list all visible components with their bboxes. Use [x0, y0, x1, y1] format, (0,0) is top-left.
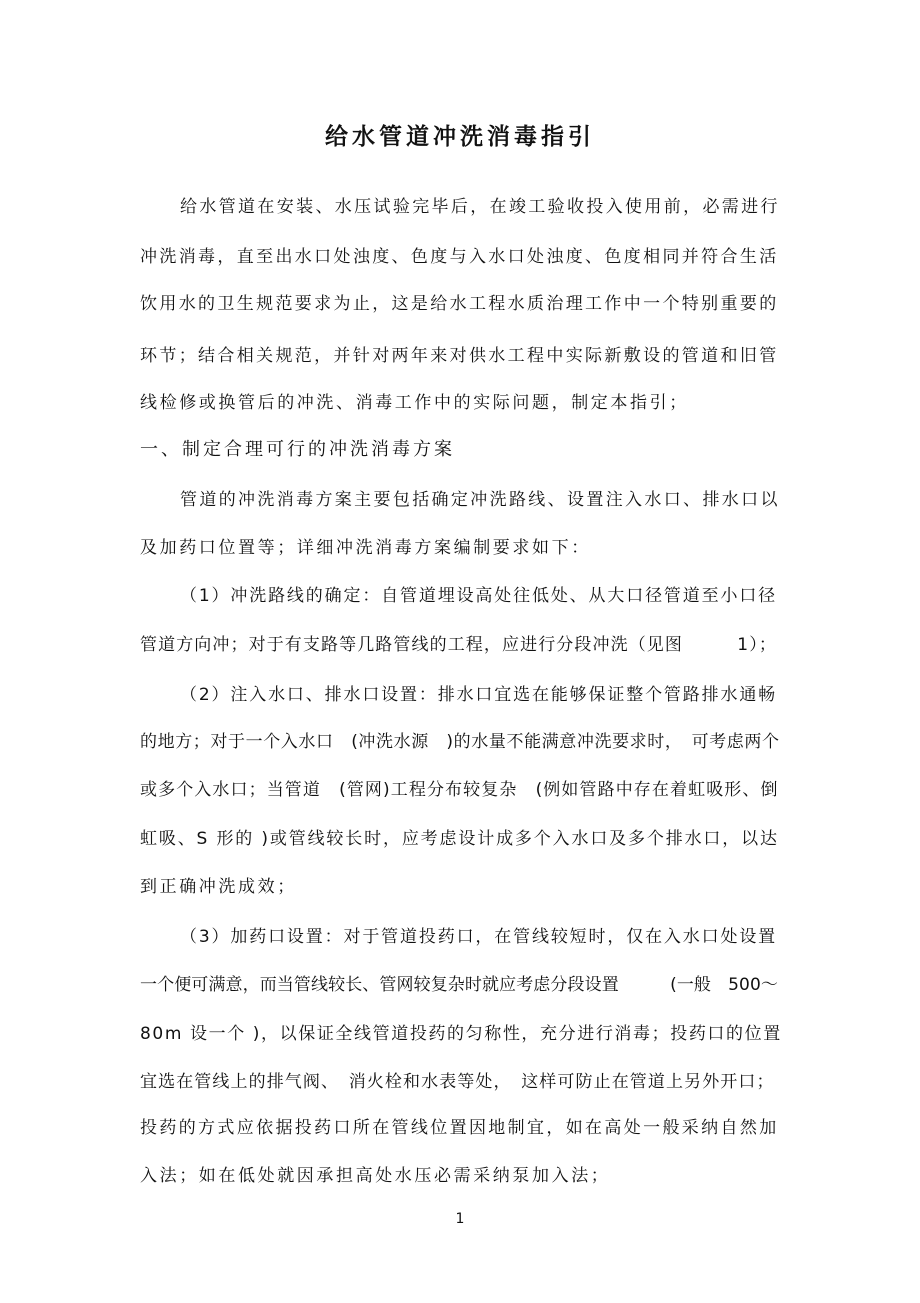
document-title: 给水管道冲洗消毒指引 — [325, 124, 595, 150]
item3-line-5: 投药的方式应依据投药口所在管线位置因地制宜，如在高处一般采纳自然加 — [140, 1118, 779, 1138]
item3-line-4: 宜选在管线上的排气阀、 消火栓和水表等处， 这样可防止在管道上另外开口； — [140, 1072, 775, 1092]
item3-line-6: 入法；如在低处就因承担高处水压必需采纳泵加入法； — [140, 1166, 611, 1186]
intro-line-1: 给水管道在安装、水压试验完毕后，在竣工验收投入使用前，必需进行 — [180, 197, 780, 217]
item2-line-3: 或多个入水口；当管道 (管网)工程分布较复杂 (例如管路中存在着虹吸形、倒 — [140, 780, 779, 800]
intro-line-4: 环节；结合相关规范，并针对两年来对供水工程中实际新敷设的管道和旧管 — [140, 346, 779, 366]
intro-line-3: 饮用水的卫生规范要求为止，这是给水工程水质治理工作中一个特别重要的 — [140, 294, 779, 314]
item3-line-2: 一个便可满意，而当管线较长、管网较复杂时就应考虑分段设置 (一般 500～ — [140, 975, 778, 995]
page-number: 1 — [455, 1211, 465, 1227]
section-heading-1: 一、制定合理可行的冲洗消毒方案 — [140, 439, 455, 460]
section1-line-1: 管道的冲洗消毒方案主要包括确定冲洗路线、设置注入水口、排水口以 — [180, 490, 780, 510]
item2-line-1: （2）注入水口、排水口设置：排水口宜选在能够保证整个管路排水通畅 — [180, 685, 778, 705]
item1-line-2: 管道方向冲；对于有支路等几路管线的工程，应进行分段冲洗（见图 1）； — [140, 635, 777, 655]
item2-line-2: 的地方；对于一个入水口 (冲洗水源 )的水量不能满意冲洗要求时， 可考虑两个 — [140, 732, 780, 752]
item2-line-5: 到正确冲洗成效； — [140, 877, 297, 897]
intro-line-2: 冲洗消毒，直至出水口处浊度、色度与入水口处浊度、色度相同并符合生活 — [140, 247, 779, 267]
item3-line-1: （3）加药口设置：对于管道投药口，在管线较短时，仅在入水口处设置 — [180, 927, 778, 947]
section1-line-2: 及加药口位置等；详细冲洗消毒方案编制要求如下： — [140, 538, 591, 558]
item1-line-1: （1）冲洗路线的确定：自管道埋设高处往低处、从大口径管道至小口径 — [180, 586, 778, 606]
intro-line-5: 线检修或换管后的冲洗、消毒工作中的实际问题，制定本指引； — [140, 393, 689, 413]
item2-line-4: 虹吸、S 形的 )或管线较长时，应考虑设计成多个入水口及多个排水口，以达 — [140, 829, 779, 849]
item3-line-3: 80m 设一个 )，以保证全线管道投药的匀称性，充分进行消毒；投药口的位置 — [140, 1024, 782, 1044]
